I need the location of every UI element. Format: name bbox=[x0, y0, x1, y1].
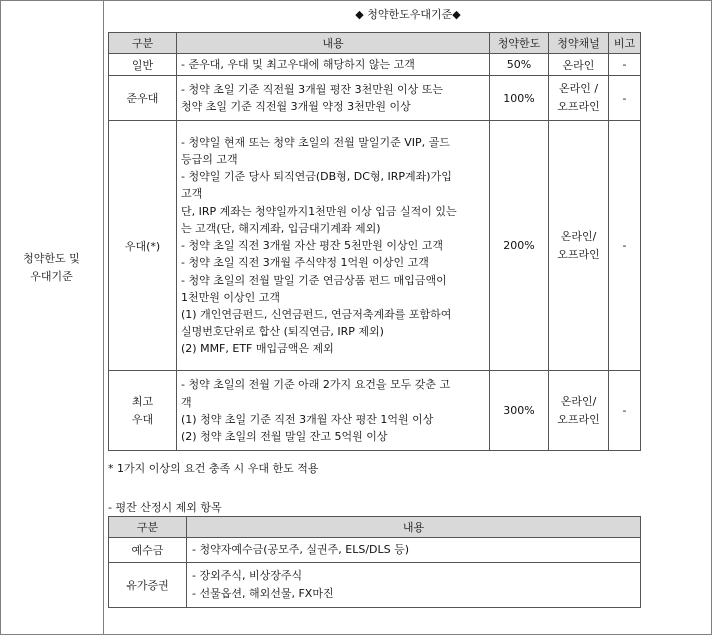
category-text: 우대 bbox=[131, 412, 154, 426]
content-line: - 청약 초일 직전 3개월 자산 평잔 5천만원 이상인 고객 bbox=[181, 239, 443, 253]
table-header-row bbox=[109, 517, 641, 538]
channel-text: 온라인/ bbox=[560, 229, 597, 243]
content-line: - 선물옵션, 해외선물, FX마진 bbox=[192, 587, 334, 600]
content-cell bbox=[177, 76, 490, 121]
category-cell bbox=[109, 54, 177, 76]
header-channel: 청약채널 bbox=[549, 33, 609, 54]
content-cell bbox=[177, 121, 490, 371]
frame-border-top bbox=[0, 0, 712, 1]
content-line: 객 bbox=[181, 395, 192, 409]
limit-cell: 100% bbox=[490, 76, 549, 121]
channel-text: 오프라인 bbox=[557, 100, 600, 114]
content-line: - 청약자예수금(공모주, 실권주, ELS/DLS 등) bbox=[192, 543, 410, 556]
content-line: - 청약 초일 기준 직전월 3개월 평잔 3천만원 이상 또는 bbox=[181, 83, 443, 96]
category-cell bbox=[109, 121, 177, 371]
note-cell: - bbox=[609, 76, 641, 121]
content-line: 1천만원 이상인 고객 bbox=[181, 290, 280, 304]
content-line: (1) 청약 초일 기준 직전 3개월 자산 평잔 1억원 이상 bbox=[181, 412, 434, 426]
header-content: 내용 bbox=[187, 517, 641, 538]
channel-cell bbox=[549, 76, 609, 121]
content-line: - 청약 초일 직전 3개월 주식약정 1억원 이상인 고객 bbox=[181, 256, 429, 270]
table-row bbox=[109, 54, 641, 76]
content-line: (1) 개인연금펀드, 신연금펀드, 연금저축계좌를 포함하여 bbox=[181, 307, 452, 321]
row-label bbox=[0, 250, 103, 286]
content-cell bbox=[177, 54, 490, 76]
note-cell: - bbox=[609, 121, 641, 371]
table-row bbox=[109, 371, 641, 451]
content-cell bbox=[187, 538, 641, 563]
channel-cell bbox=[549, 371, 609, 451]
category-cell bbox=[109, 76, 177, 121]
limit-cell: 50% bbox=[490, 54, 549, 76]
exclude-section-title: - 평잔 산정시 제외 항목 bbox=[108, 501, 222, 514]
channel-text: 온라인 / bbox=[558, 82, 599, 96]
subscription-limit-table bbox=[108, 32, 641, 451]
content-line: 고객 bbox=[181, 187, 203, 201]
category-cell bbox=[109, 371, 177, 451]
section-title: ◆ 청약한도우대기준◆ bbox=[355, 8, 461, 21]
content-line: 등급의 고객 bbox=[181, 153, 238, 167]
channel-text: 온라인 bbox=[562, 58, 595, 72]
category-text: 최고 bbox=[131, 394, 154, 408]
content-line: - 장외주식, 비상장주식 bbox=[192, 569, 303, 582]
content-line: 는 고객(단, 해지계좌, 입금대기계좌 제외) bbox=[181, 221, 381, 235]
content-line: - 준우대, 우대 및 최고우대에 해당하지 않는 고객 bbox=[181, 58, 415, 71]
channel-text: 오프라인 bbox=[557, 412, 600, 426]
header-category: 구분 bbox=[109, 517, 187, 538]
content-cell bbox=[187, 563, 641, 608]
limit-cell: 200% bbox=[490, 121, 549, 371]
note-cell: - bbox=[609, 371, 641, 451]
header-category: 구분 bbox=[109, 33, 177, 54]
note-cell: - bbox=[609, 54, 641, 76]
category-text: 일반 bbox=[131, 58, 154, 72]
row-label-line: 청약한도 및 bbox=[23, 252, 80, 265]
table-row bbox=[109, 76, 641, 121]
content-line: - 청약일 현재 또는 청약 초일의 전월 말일기준 VIP, 골드 bbox=[181, 135, 450, 149]
content-line: (2) 청약 초일의 전월 말일 잔고 5억원 이상 bbox=[181, 429, 388, 443]
footnote: * 1가지 이상의 요건 충족 시 우대 한도 적용 bbox=[108, 462, 319, 475]
column-divider bbox=[103, 0, 104, 635]
table-row bbox=[109, 563, 641, 608]
channel-text: 오프라인 bbox=[557, 247, 600, 261]
table-row bbox=[109, 121, 641, 371]
category-text: 우대(*) bbox=[124, 239, 161, 253]
row-label-line: 우대기준 bbox=[30, 270, 73, 283]
channel-text: 온라인/ bbox=[560, 394, 597, 408]
header-limit: 청약한도 bbox=[490, 33, 549, 54]
channel-cell bbox=[549, 121, 609, 371]
category-cell: 유가증권 bbox=[109, 563, 187, 608]
exclusion-table bbox=[108, 516, 641, 608]
content-line: 단, IRP 계좌는 청약일까지1천만원 이상 입금 실적이 있는 bbox=[181, 204, 457, 218]
category-cell: 예수금 bbox=[109, 538, 187, 563]
content-cell bbox=[177, 371, 490, 451]
limit-cell: 300% bbox=[490, 371, 549, 451]
content-line: (2) MMF, ETF 매입금액은 제외 bbox=[181, 342, 334, 356]
header-content: 내용 bbox=[177, 33, 490, 54]
table-header-row bbox=[109, 33, 641, 54]
content-line: - 청약일 기준 당사 퇴직연금(DB형, DC형, IRP계좌)가입 bbox=[181, 170, 452, 184]
content-line: 실명번호단위로 합산 (퇴직연금, IRP 제외) bbox=[181, 325, 384, 339]
table-row bbox=[109, 538, 641, 563]
content-line: - 청약 초일의 전월 말일 기준 연금상품 펀드 매입금액이 bbox=[181, 273, 447, 287]
category-text: 준우대 bbox=[126, 92, 159, 106]
header-note: 비고 bbox=[609, 33, 641, 54]
content-line: - 청약 초일의 전월 기준 아래 2가지 요건을 모두 갖춘 고 bbox=[181, 378, 451, 392]
content-line: 청약 초일 기준 직전월 3개월 약정 3천만원 이상 bbox=[181, 100, 411, 114]
frame-border-left bbox=[0, 0, 1, 635]
channel-cell bbox=[549, 54, 609, 76]
